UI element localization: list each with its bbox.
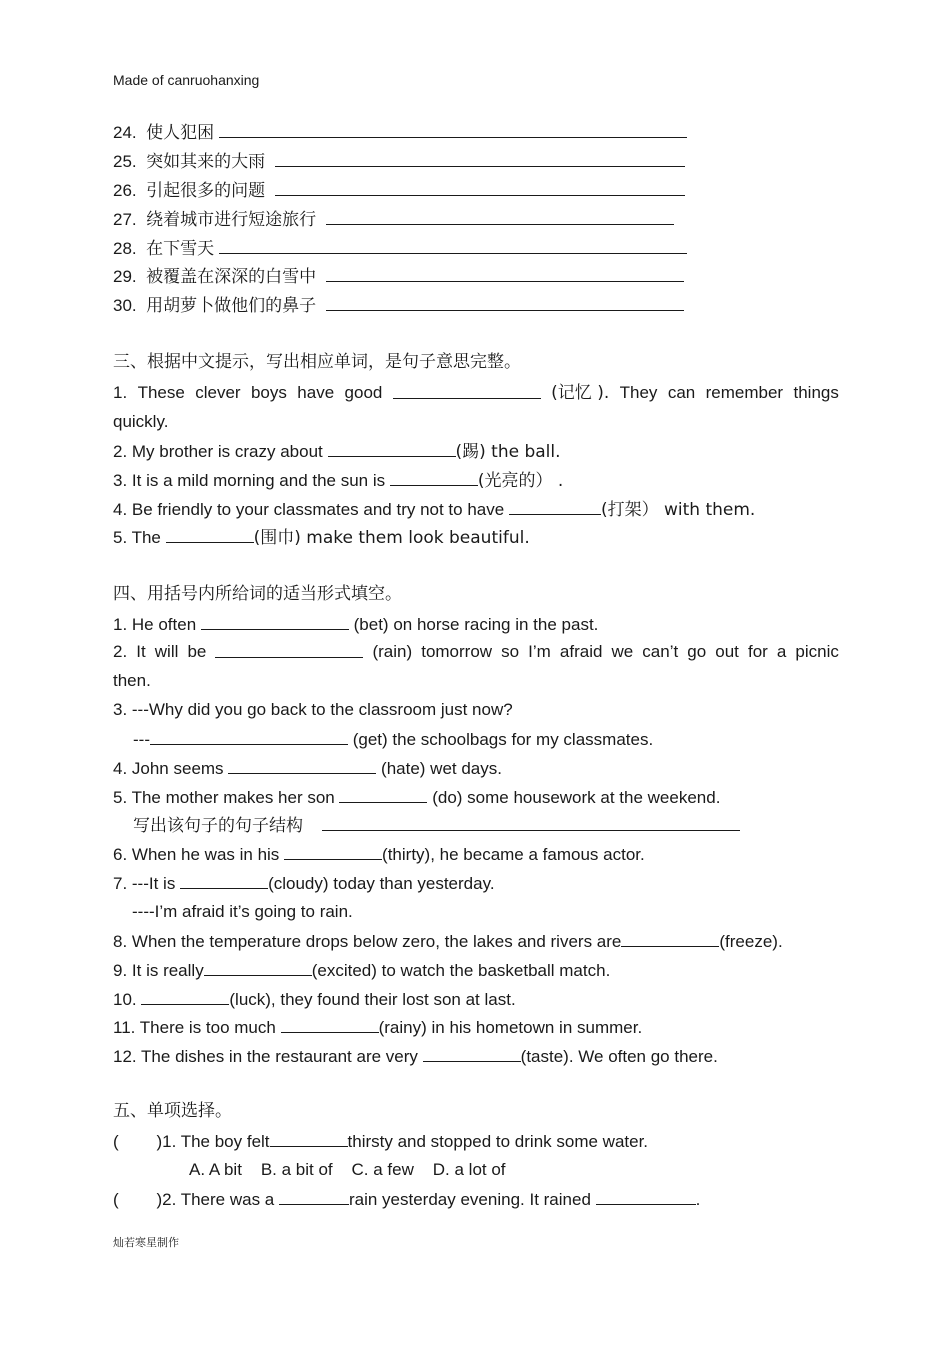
question-text: (get) the schoolbags for my classmates. <box>352 730 654 749</box>
word: go <box>687 642 707 661</box>
s4-question-2-cont: then. <box>113 671 151 690</box>
answer-blank[interactable] <box>509 498 601 515</box>
item-number: 27. <box>113 210 137 229</box>
question-text: (光亮的） . <box>477 471 564 491</box>
answer-blank[interactable] <box>326 208 674 225</box>
word: be <box>187 642 207 661</box>
answer-blank[interactable] <box>270 1130 348 1147</box>
phrase-item-29 <box>113 265 684 288</box>
question-text: 12. The dishes in the restaurant are very <box>113 1047 418 1066</box>
word: a <box>776 642 787 661</box>
question-text: thirsty and stopped to drink some water. <box>347 1132 649 1151</box>
phrase-item-27 <box>113 208 674 231</box>
answer-blank[interactable] <box>326 265 684 282</box>
question-text: 1. The boy felt <box>162 1132 270 1151</box>
s4-question-12 <box>113 1045 718 1068</box>
word: picnic <box>795 642 839 661</box>
phrase-item-30 <box>113 294 684 317</box>
answer-blank[interactable] <box>393 382 541 399</box>
item-number: 29. <box>113 267 137 286</box>
answer-blank[interactable] <box>150 728 348 745</box>
section-4-title: 四、用括号内所给词的适当形式填空。 <box>113 584 402 604</box>
question-text: (围巾) make them look beautiful. <box>253 528 530 548</box>
phrase-item-26 <box>113 179 685 202</box>
word: 1. <box>113 383 128 402</box>
s4-question-3: 3. ---Why did you go back to the classroom just now? <box>113 700 513 719</box>
question-text: 9. It is really <box>113 961 204 980</box>
answer-blank[interactable] <box>326 294 684 311</box>
item-number: 30. <box>113 296 137 315</box>
item-number: 24. <box>113 123 137 142</box>
page-footer: 灿若寒星制作 <box>113 1236 179 1249</box>
word: clever <box>195 383 241 402</box>
question-text: rain yesterday evening. It rained <box>348 1190 591 1209</box>
s4-question-6 <box>113 843 645 866</box>
answer-blank[interactable] <box>204 959 312 976</box>
word: can <box>667 383 696 402</box>
word: good <box>344 383 383 402</box>
answer-blank[interactable] <box>328 440 456 457</box>
question-text: (rainy) in his hometown in summer. <box>378 1018 643 1037</box>
s3-question-2 <box>113 440 561 463</box>
answer-blank[interactable] <box>228 757 376 774</box>
item-number: 25. <box>113 152 137 171</box>
word: have <box>297 383 335 402</box>
answer-blank[interactable] <box>180 872 268 889</box>
s3-question-3 <box>113 469 563 492</box>
answer-blank[interactable] <box>390 469 478 486</box>
word: for <box>747 642 768 661</box>
question-text: 2. My brother is crazy about <box>113 442 323 461</box>
word: remember <box>705 383 784 402</box>
word: (rain) <box>372 642 413 661</box>
s3-question-5 <box>113 526 530 549</box>
answer-blank[interactable] <box>219 121 687 138</box>
question-text: 2. There was a <box>162 1190 275 1209</box>
question-text: (bet) on horse racing in the past. <box>353 615 599 634</box>
item-number: 26. <box>113 181 137 200</box>
s4-question-1 <box>113 613 598 636</box>
s3-question-1-cont: quickly. <box>113 412 169 431</box>
phrase-text: 被覆盖在深深的白雪中 <box>146 267 317 287</box>
word: boys <box>250 383 287 402</box>
s4-question-2 <box>113 641 839 663</box>
word: we <box>611 642 634 661</box>
phrase-text: 引起很多的问题 <box>146 181 266 201</box>
answer-blank[interactable] <box>215 641 363 658</box>
word: tomorrow <box>421 642 493 661</box>
word: These <box>137 383 185 402</box>
word: things <box>793 383 839 402</box>
s4-question-11 <box>113 1016 642 1039</box>
answer-blank[interactable] <box>284 843 382 860</box>
page-header: Made of canruohanxing <box>113 72 260 88</box>
answer-blank[interactable] <box>322 814 740 831</box>
word: so <box>501 642 520 661</box>
section-3-title: 三、根据中文提示，写出相应单词，是句子意思完整。 <box>113 352 521 372</box>
word: afraid <box>559 642 603 661</box>
s3-question-1 <box>113 382 839 404</box>
phrase-text: 突如其来的大雨 <box>146 152 266 172</box>
question-text: 5. The mother makes her son <box>113 788 335 807</box>
question-text: 4. John seems <box>113 759 224 778</box>
question-text: (do) some housework at the weekend. <box>432 788 721 807</box>
answer-blank[interactable] <box>141 988 229 1005</box>
answer-blank[interactable] <box>596 1188 696 1205</box>
answer-blank[interactable] <box>279 1188 349 1205</box>
word: 2. <box>113 642 128 661</box>
phrase-text: 用胡萝卜做他们的鼻子 <box>146 296 317 316</box>
s4-question-5 <box>113 786 720 809</box>
s4-question-7 <box>113 872 495 895</box>
phrase-text: 绕着城市进行短途旅行 <box>146 210 317 230</box>
word: will <box>154 642 179 661</box>
question-text: (踢) the ball. <box>455 442 561 462</box>
answer-blank[interactable] <box>281 1016 379 1033</box>
question-text: 7. ---It is <box>113 874 176 893</box>
s4-question-5-structure <box>133 814 740 837</box>
question-text: 11. There is too much <box>113 1018 276 1037</box>
answer-blank[interactable] <box>275 150 685 167</box>
question-text: 10. <box>113 990 137 1009</box>
word: can’t <box>642 642 679 661</box>
answer-blank[interactable] <box>219 237 687 254</box>
question-text: 8. When the temperature drops below zero, the lakes and rivers are <box>113 932 622 951</box>
item-number: 28. <box>113 239 137 258</box>
hint: (记忆 ). <box>551 383 610 403</box>
s3-question-4 <box>113 498 755 521</box>
question-text: 3. It is a mild morning and the sun is <box>113 471 386 490</box>
s4-question-9 <box>113 959 610 982</box>
answer-blank[interactable] <box>423 1045 521 1062</box>
word: It <box>136 642 146 661</box>
question-text: (excited) to watch the basketball match. <box>311 961 611 980</box>
answer-blank[interactable] <box>621 930 719 947</box>
question-text: 6. When he was in his <box>113 845 280 864</box>
s5-question-1-options: A. A bit B. a bit of C. a few D. a lot of <box>189 1160 506 1179</box>
phrase-item-25 <box>113 150 685 173</box>
s4-question-8 <box>113 930 783 953</box>
section-5-title: 五、单项选择。 <box>113 1101 232 1121</box>
question-text: . <box>695 1190 701 1209</box>
s4-question-10 <box>113 988 516 1011</box>
phrase-text: 在下雪天 <box>146 239 215 259</box>
s5-question-1 <box>113 1130 648 1153</box>
question-text: 4. Be friendly to your classmates and try not to have <box>113 500 505 519</box>
phrase-item-28 <box>113 237 687 260</box>
question-text: (thirty), he became a famous actor. <box>382 845 645 864</box>
answer-blank[interactable] <box>339 786 427 803</box>
answer-paren[interactable]: ( ) <box>113 1132 163 1151</box>
question-text: 5. The <box>113 528 161 547</box>
question-text: (taste). We often go there. <box>520 1047 718 1066</box>
s4-question-7-reply: ----I’m afraid it’s going to rain. <box>132 902 353 921</box>
dash-prefix: --- <box>133 730 150 749</box>
word: They <box>619 383 658 402</box>
word: I’m <box>528 642 551 661</box>
answer-paren[interactable]: ( ) <box>113 1190 163 1209</box>
question-text: 1. He often <box>113 615 197 634</box>
s5-question-2 <box>113 1188 700 1211</box>
answer-blank[interactable] <box>201 613 349 630</box>
question-text: (打架） with them. <box>600 500 756 520</box>
structure-label: 写出该句子的句子结构 <box>133 816 303 836</box>
question-text: (freeze). <box>719 932 783 951</box>
question-text: (cloudy) today than yesterday. <box>268 874 495 893</box>
answer-blank[interactable] <box>166 526 254 543</box>
s4-question-3-answer <box>133 728 653 751</box>
word: out <box>715 642 739 661</box>
phrase-text: 使人犯困 <box>146 123 215 143</box>
s4-question-4 <box>113 757 502 780</box>
answer-blank[interactable] <box>275 179 685 196</box>
question-text: (luck), they found their lost son at last. <box>229 990 516 1009</box>
question-text: (hate) wet days. <box>381 759 502 778</box>
phrase-item-24 <box>113 121 687 144</box>
